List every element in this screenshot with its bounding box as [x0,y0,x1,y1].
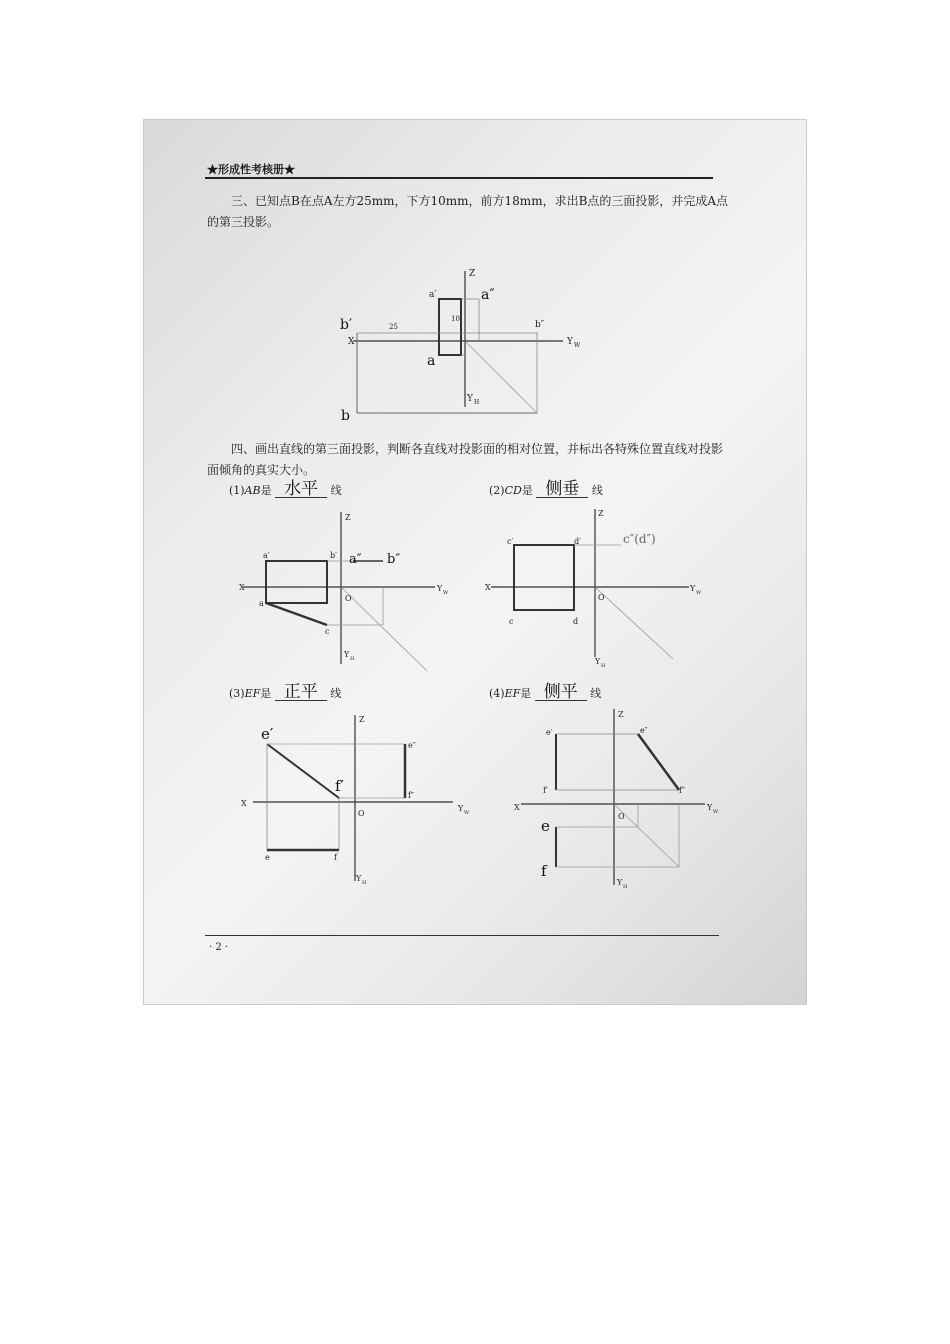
d2-yw: Y [690,584,696,593]
d2-o: O [598,593,605,602]
p3-a-horizontal: a [427,353,436,369]
d1-o: O [345,594,352,603]
d2-c: c [509,617,514,626]
d4-f-dprime: f″ [679,786,685,795]
d3-e: e [265,853,270,862]
d2-cd-dprime: c″(d″) [623,532,656,546]
p3-dim-10: 10 [451,315,460,323]
d2-z: Z [598,509,604,518]
d1-a-prime: a′ [263,551,270,560]
page-header: ★形成性考核册★ [207,163,295,176]
d3-yw: Y [458,804,464,813]
problem-3-text: 三、已知点B在点A左方25mm，下方10mm，前方18mm，求出B点的三面投影，并完成A点的第三投影。 [207,194,729,229]
q1-answer: 水平 [275,481,327,498]
diagram-ef-4 [143,119,807,1005]
d1-yw-sub: W [443,590,449,596]
d1-yh: Y [344,650,350,659]
d4-f: f [541,862,547,880]
d4-e: e [541,817,550,835]
d4-yw-sub: W [713,809,719,815]
q1-label: (1)AB是 水平 线 [229,479,342,499]
p3-yh-sub: H [474,399,480,406]
p3-dim-25: 25 [389,323,398,331]
d1-x: X [239,583,245,592]
d3-e-prime: e′ [261,725,274,743]
d4-yw: Y [707,803,713,812]
d4-e-dprime: e″ [640,726,648,735]
p3-b-prime: b′ [340,317,353,333]
p3-a-dprime: a″ [481,287,495,303]
d4-x: X [514,803,520,812]
d2-d-prime: d′ [574,537,581,546]
d3-yw-sub: W [464,810,470,816]
d2-yh-sub: H [601,663,606,669]
problem-4-text: 四、画出直线的第三面投影，判断各直线对投影面的相对位置，并标出各特殊位置直线对投影面倾角的真实大小。 [207,442,724,477]
d2-yw-sub: W [696,590,702,596]
d1-c: c [325,627,330,636]
d3-f-dprime: f″ [408,791,414,800]
q3-answer: 正平 [275,684,327,701]
p3-yw-label: Y [567,337,573,347]
d3-yh: Y [356,874,362,883]
p3-b-horizontal: b [341,408,350,424]
p3-x-label: X [348,337,355,347]
d1-a: a [259,599,264,608]
p3-a-prime: a′ [429,290,437,300]
q2-label: (2)CD是 侧垂 线 [489,479,603,499]
d2-d: d [573,617,579,626]
d1-yh-sub: H [350,656,355,662]
p3-yh-label: Y [467,394,473,404]
d3-z: Z [359,715,365,724]
d3-yh-sub: H [362,880,367,886]
d2-x: X [485,583,491,592]
p3-z-label: Z [469,269,476,279]
d3-x: X [241,799,247,808]
d3-o: O [358,809,365,818]
q4-answer: 侧平 [535,684,587,701]
d4-z: Z [618,710,624,719]
p3-yw-sub: W [574,342,581,349]
d3-f-prime: f′ [335,777,344,795]
scanned-page [143,119,807,1005]
d3-f: f [334,853,337,862]
footer-rule [205,935,719,936]
d3-e-dprime: e″ [408,741,416,750]
q4-label: (4)EF是 侧平 线 [489,682,602,702]
d1-a-dprime: a″ [349,552,362,567]
d4-o: O [618,812,625,821]
p3-b-dprime: b″ [535,320,545,330]
d4-f-prime: f′ [543,786,548,795]
q3-label: (3)EF是 正平 线 [229,682,342,702]
q2-answer: 侧垂 [536,481,588,498]
d4-yh: Y [617,878,623,887]
d4-yh-sub: H [623,884,628,890]
d1-yw: Y [437,584,443,593]
d4-e-prime: e′ [546,728,553,737]
d2-yh: Y [595,657,601,666]
d1-b-prime: b′ [330,551,337,560]
d1-b-dprime: b″ [387,552,401,567]
page-number: · 2 · [209,942,229,953]
d2-c-prime: c′ [507,537,514,546]
d1-z: Z [345,513,351,522]
